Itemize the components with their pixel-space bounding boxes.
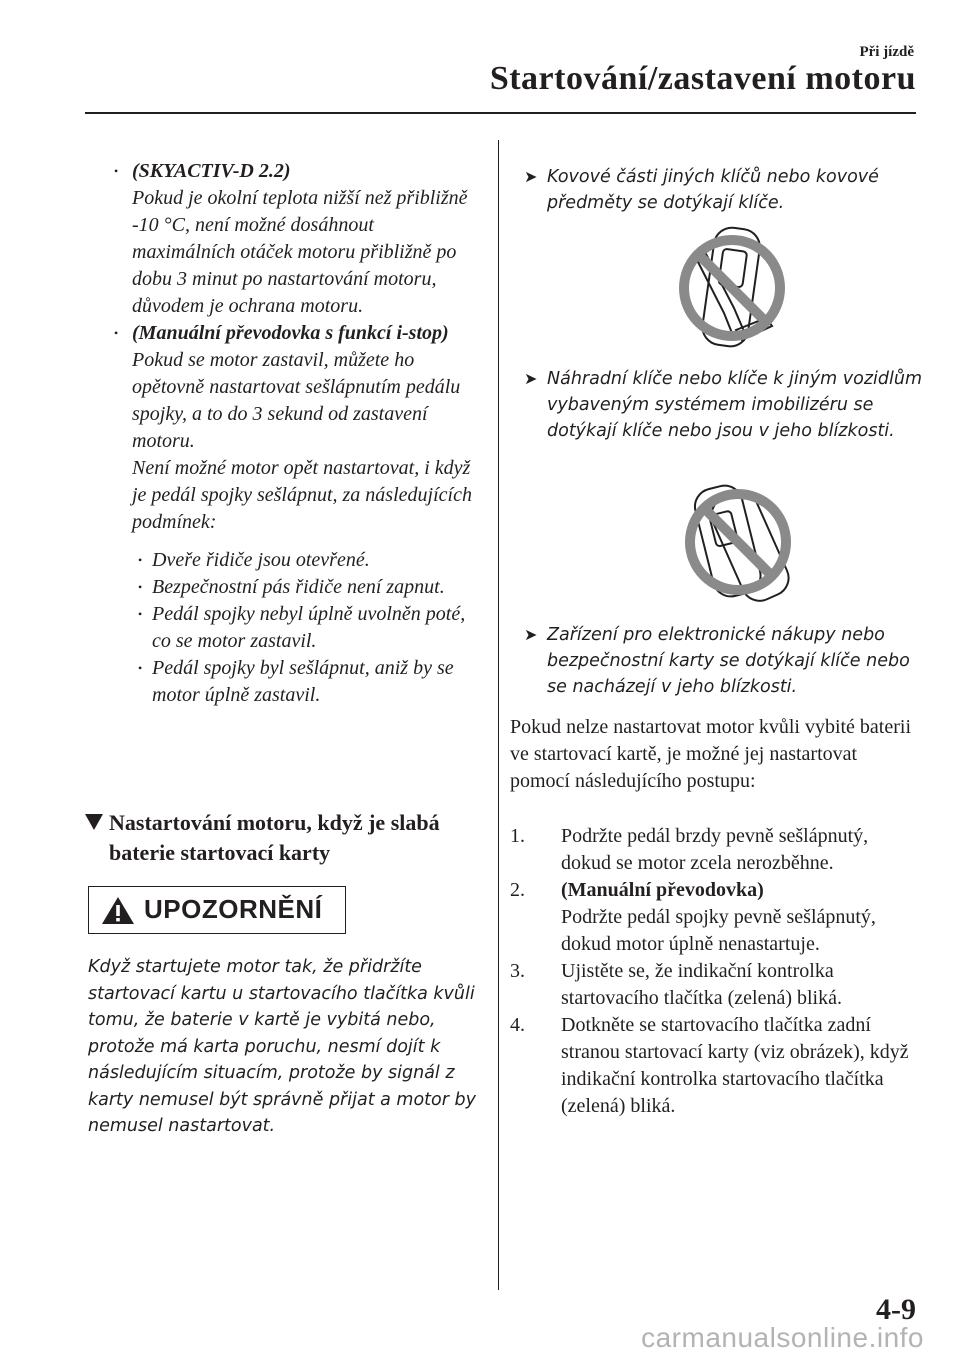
left-column — [100, 158, 480, 709]
step-item — [510, 1012, 920, 1120]
bullet-heading: • (Manuální převodovka s funkcí i-stop) — [132, 322, 449, 344]
step-number: 2. — [510, 879, 525, 901]
step-number: 1. — [510, 825, 525, 847]
triangle-marker-icon — [85, 814, 103, 830]
warning-label: UPOZORNĚNÍ — [144, 894, 323, 924]
bullet-text: Není možné motor opět nastartovat, i když je pedál spojky sešlápnut, za následujících podmínek: — [132, 457, 472, 533]
list-item-text: Náhradní klíče nebo klíče k jiným vozidlům vybaveným systémem imobilizéru se dotýkají klíče nebo jsou v jeho blízkosti. — [547, 369, 923, 441]
step-number: 4. — [510, 1014, 525, 1036]
step-item — [510, 958, 920, 1012]
warning-triangle-icon — [101, 896, 135, 930]
body-paragraph: Pokud nelze nastartovat motor kvůli vybité baterii ve startovací kartě, je možné jej nastartovat pomocí následujícího postupu: — [510, 716, 912, 792]
list-item-text: Zařízení pro elektronické nákupy nebo bezpečnostní karty se dotýkají klíče nebo se nacházejí v jeho blízkosti. — [547, 625, 910, 697]
bullet-heading: • (SKYACTIV-D 2.2) — [132, 160, 291, 182]
bullet-text: Pokud je okolní teplota nižší než přibližně -10 °C, není možné dosáhnout maximálních otáček motoru přibližně po dobu 3 minut po nastartování motoru, důvodem je ochrana motoru. — [132, 187, 468, 317]
column-divider — [498, 140, 499, 1290]
list-item-text: Kovové části jiných klíčů nebo kovové předměty se dotýkají klíče. — [547, 167, 879, 213]
warning-box — [88, 886, 346, 934]
bullet-text: Pokud se motor zastavil, můžete ho opětovně nastartovat sešlápnutím pedálu spojky, a to do 3 sekund od zastavení motoru. — [132, 349, 461, 452]
spare-keys-near-illustration — [682, 472, 792, 612]
step-number: 3. — [510, 960, 525, 982]
watermark: carmanualsonline.info — [641, 1322, 924, 1353]
page-number: 4-9 — [876, 1293, 916, 1326]
step-text: Podržte pedál brzdy pevně sešlápnutý, dokud se motor zcela nerozběhne. — [561, 825, 869, 874]
list-item — [524, 366, 924, 444]
warning-text: Když startujete motor tak, že přidržíte startovací kartu u startovacího tlačítka kvůli tomu, že baterie v kartě je vybitá nebo, protože má karta poruchu, nesmí dojít k následujícím situacím, protože by signál z karty nemusel být správně přijat a motor by nemusel nastartovat. — [88, 957, 476, 1136]
step-item — [510, 823, 920, 877]
procedure-steps — [510, 823, 920, 1120]
sub-list-item: • Bezpečnostní pás řidiče není zapnut. — [100, 574, 480, 601]
arrow-bullet-icon: ➤ — [524, 625, 538, 644]
step-heading: (Manuální převodovka) — [561, 879, 764, 901]
running-header-section: Při jízdě — [859, 44, 914, 60]
sub-list-item: • Pedál spojky nebyl úplně uvolněn poté, co se motor zastavil. — [100, 601, 480, 655]
list-item — [100, 158, 480, 320]
sub-list-item: • Pedál spojky byl sešlápnut, aniž by se motor úplně zastavil. — [100, 655, 480, 709]
arrow-bullet-icon: ➤ — [524, 369, 538, 388]
list-item — [100, 320, 480, 536]
list-item — [524, 622, 924, 700]
header-rule — [85, 112, 916, 114]
section-heading-text: Nastartování motoru, když je slabá baterie startovací karty — [109, 810, 440, 865]
page-title: Startování/zastavení motoru — [489, 60, 916, 97]
step-text: Dotkněte se startovacího tlačítka zadní stranou startovací karty (viz obrázek), když indikační kontrolka startovacího tlačítka (zelená) bliká. — [561, 1014, 909, 1117]
step-text: Ujistěte se, že indikační kontrolka startovacího tlačítka (zelená) bliká. — [561, 960, 842, 1009]
arrow-bullet-icon: ➤ — [524, 167, 538, 186]
no-keys-touching-illustration — [676, 218, 786, 358]
step-text: Podržte pedál spojky pevně sešlápnutý, dokud motor úplně nenastartuje. — [561, 906, 876, 955]
step-item — [510, 877, 920, 958]
section-heading — [85, 808, 485, 868]
list-item — [524, 164, 924, 216]
sub-list-item: • Dveře řidiče jsou otevřené. — [100, 547, 480, 574]
